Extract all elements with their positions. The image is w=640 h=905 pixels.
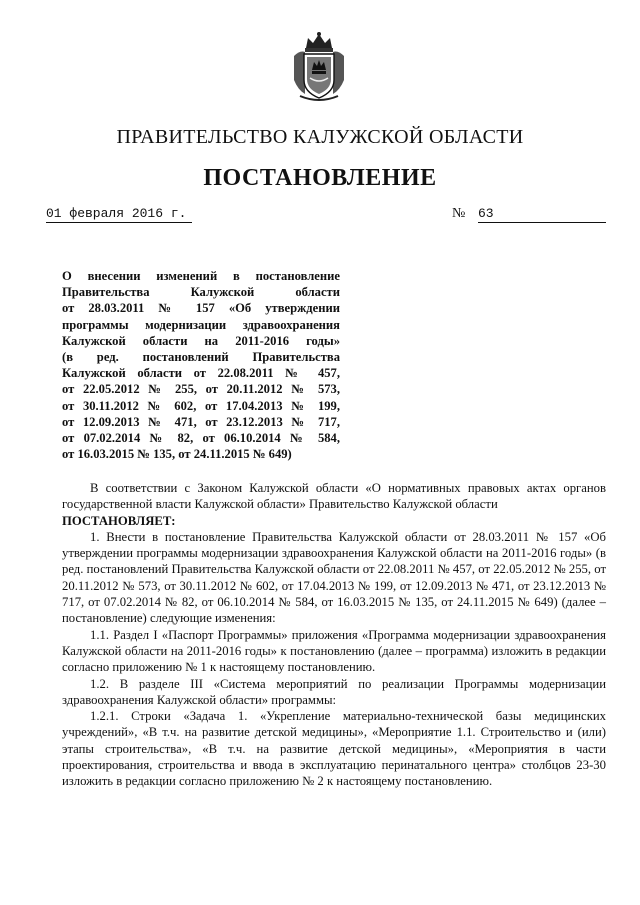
- subject-line: от 12.09.2013 № 471, от 23.12.2013 № 717,: [62, 414, 340, 429]
- subject-line: (в ред. постановлений Правительства: [62, 350, 340, 365]
- subject-line: от 07.02.2014 № 82, от 06.10.2014 № 584,: [62, 431, 340, 446]
- subject-line: программы модернизации здравоохранения: [62, 317, 340, 332]
- subject-line: Калужской области на 2011-2016 годы»: [62, 333, 340, 348]
- paragraph-1-1: 1.1. Раздел I «Паспорт Программы» приложения «Программа модернизации здравоохранения Калужской области на 2011-2016 годы» к постановлению (далее – программа) изложить в редакции согласно приложению № 1 к настоящему постановлению.: [62, 627, 606, 675]
- subject-line: Правительства Калужской области: [62, 285, 340, 300]
- subject-block: [62, 268, 340, 462]
- paragraph-1: 1. Внести в постановление Правительства Калужской области от 28.03.2011 № 157 «Об утверждении программы модернизации здравоохранения Калужской области на 2011-2016 годы» (в ред. постановлений Правительства Калужской области от 22.08.2011 № 457, от 22.05.2012 № 255, от 20.11.2012 № 573, от 30.11.2012 № 602, от 17.04.2013 № 199, от 12.09.2013 № 471, от 23.12.2013 № 717, от 07.02.2014 № 82, от 06.10.2014 № 584, от 16.03.2015 № 135, от 24.11.2015 № 649) (далее – постановление) следующие изменения:: [62, 529, 606, 626]
- subject-line: от 22.05.2012 № 255, от 20.11.2012 № 573,: [62, 382, 340, 397]
- subject-line: от 28.03.2011 № 157 «Об утверждении: [62, 301, 340, 316]
- document-body: [62, 480, 606, 790]
- number-label: №: [452, 206, 466, 221]
- document-date: 01 февраля 2016 г.: [46, 206, 192, 223]
- document-type: ПОСТАНОВЛЕНИЕ: [203, 165, 437, 191]
- subject-line: О внесении изменений в постановление: [62, 269, 340, 283]
- subject-line: от 16.03.2015 № 135, от 24.11.2015 № 649): [62, 447, 292, 462]
- coat-of-arms-emblem: [290, 30, 348, 102]
- paragraph-1-2: 1.2. В разделе III «Система мероприятий по реализации Программы модернизации здравоохранения Калужской области» программы:: [62, 676, 606, 707]
- government-title: ПРАВИТЕЛЬСТВО КАЛУЖСКОЙ ОБЛАСТИ: [116, 126, 524, 148]
- resolves-heading: ПОСТАНОВЛЯЕТ:: [62, 513, 176, 528]
- subject-line: от 30.11.2012 № 602, от 17.04.2013 № 199,: [62, 398, 340, 413]
- subject-line: Калужской области от 22.08.2011 № 457,: [62, 366, 340, 381]
- intro-paragraph: В соответствии с Законом Калужской области «О нормативных правовых актах органов государственной власти Калужской области» Правительство Калужской области: [62, 481, 606, 512]
- paragraph-1-2-1: 1.2.1. Строки «Задача 1. «Укрепление материально-технической базы медицинских учреждений», «В т.ч. на развитие детской медицины», «Мероприятие 1.1. Строительство и (или) этапы строительства», «В т.ч. на развитие детской медицины», «Мероприятия в части проектирования, строительства и ввода в эксплуатацию перинатального центра» столбцов 23-30 изложить в редакции согласно приложению № 2 к настоящему постановлению.: [62, 709, 606, 789]
- document-number: 63: [478, 206, 606, 223]
